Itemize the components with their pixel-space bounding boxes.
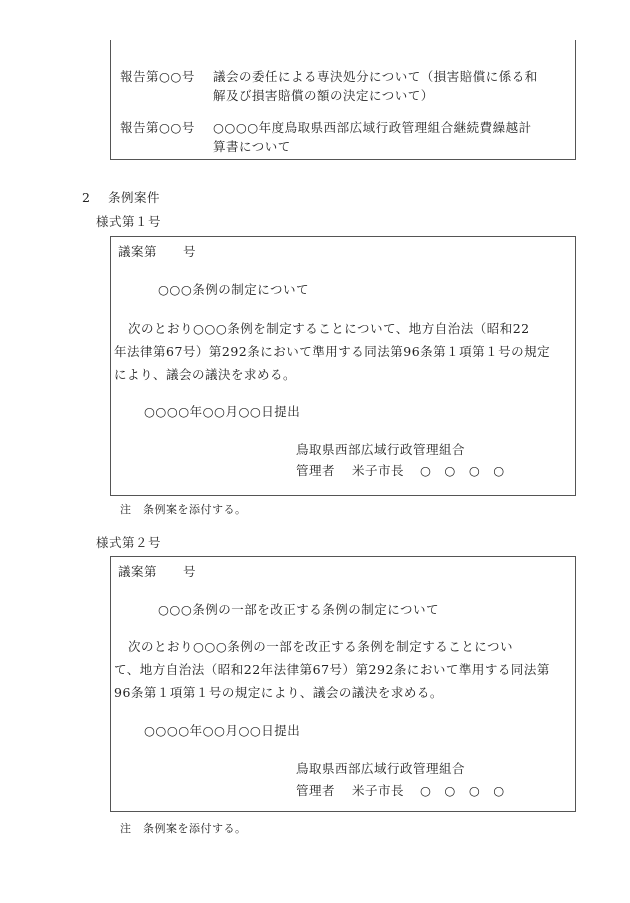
admin-title: 米子市長 bbox=[352, 463, 405, 478]
form-note: 注 条例案を添付する。 bbox=[120, 822, 247, 835]
submit-date: ○○○○年○○月○○日提出 bbox=[144, 723, 301, 738]
bill-body: により、議会の議決を求める。 bbox=[114, 367, 297, 382]
section-number: 2 bbox=[82, 190, 91, 205]
form-heading: 様式第１号 bbox=[96, 214, 162, 229]
bill-body: 年法律第67号）第292条において準用する同法第96条第１項第１号の規定 bbox=[114, 344, 551, 359]
bill-body: 96条第１項第１号の規定により、議会の議決を求める。 bbox=[114, 685, 443, 700]
bill-title: ○○○条例の一部を改正する条例の制定について bbox=[158, 602, 439, 617]
report-label: 報告第○○号 bbox=[120, 69, 195, 84]
form-note: 注 条例案を添付する。 bbox=[120, 503, 247, 516]
admin-label: 管理者 bbox=[296, 463, 336, 478]
report-text: 算書について bbox=[213, 139, 291, 154]
organization: 鳥取県西部広域行政管理組合 bbox=[296, 442, 466, 457]
section-title: 条例案件 bbox=[108, 190, 161, 205]
admin-name: ○ ○ ○ ○ bbox=[420, 783, 505, 798]
admin-name: ○ ○ ○ ○ bbox=[420, 463, 505, 478]
admin-title: 米子市長 bbox=[352, 783, 405, 798]
bill-number: 議案第 号 bbox=[118, 564, 197, 579]
bill-body: 次のとおり○○○条例の一部を改正する条例を制定することについ bbox=[128, 639, 513, 654]
bill-body: 次のとおり○○○条例を制定することについて、地方自治法（昭和22 bbox=[128, 321, 530, 336]
admin-label: 管理者 bbox=[296, 783, 336, 798]
submit-date: ○○○○年○○月○○日提出 bbox=[144, 404, 301, 419]
report-text: ○○○○年度鳥取県西部広域行政管理組合継続費繰越計 bbox=[213, 120, 532, 135]
bill-title: ○○○条例の制定について bbox=[158, 282, 309, 297]
form-box bbox=[110, 236, 576, 496]
form-heading: 様式第２号 bbox=[96, 535, 162, 550]
report-text: 議会の委任による専決処分について（損害賠償に係る和 bbox=[213, 69, 538, 84]
report-text: 解及び損害賠償の額の決定について） bbox=[213, 88, 434, 103]
report-label: 報告第○○号 bbox=[120, 120, 195, 135]
bill-body: て、地方自治法（昭和22年法律第67号）第292条において準用する同法第 bbox=[114, 662, 550, 677]
bill-number: 議案第 号 bbox=[118, 244, 197, 259]
organization: 鳥取県西部広域行政管理組合 bbox=[296, 761, 466, 776]
